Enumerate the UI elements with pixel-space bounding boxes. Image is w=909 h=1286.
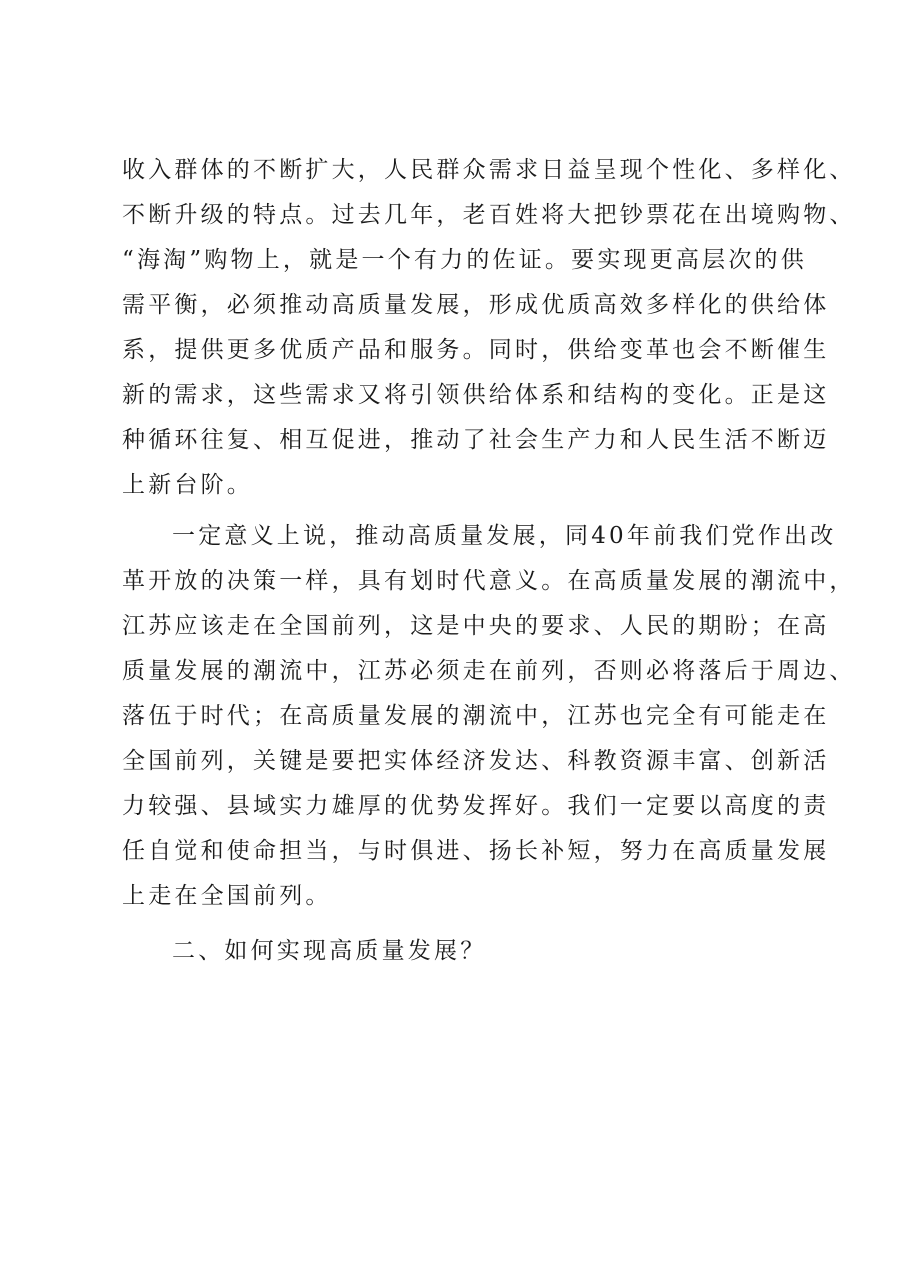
paragraph-1-line: 不断升级的特点。过去几年，老百姓将大把钞票花在出境购物、: [122, 202, 856, 228]
paragraph-1-line: 需平衡，必须推动高质量发展，形成优质高效多样化的供给体: [122, 292, 830, 318]
paragraph-2-line: 江苏应该走在全国前列，这是中央的要求、人民的期盼；在高: [122, 613, 830, 639]
paragraph-2-line: 上走在全国前列。: [122, 883, 332, 909]
paragraph-1: [122, 148, 856, 508]
paragraph-2-line: 落伍于时代；在高质量发展的潮流中，江苏也完全有可能走在: [122, 703, 830, 729]
paragraph-2-line: 全国前列，关键是要把实体经济发达、科教资源丰富、创新活: [122, 748, 830, 774]
document-body: [122, 148, 856, 974]
paragraph-2-line: 一定意义上说，推动高质量发展，同40年前我们党作出改: [172, 523, 837, 549]
paragraph-1-line: 上新台阶。: [122, 472, 253, 498]
paragraph-gap: [122, 919, 802, 929]
paragraph-1-line: 种循环往复、相互促进，推动了社会生产力和人民生活不断迈: [122, 427, 830, 453]
paragraph-2-line: 任自觉和使命担当，与时俱进、扬长补短，努力在高质量发展: [122, 838, 830, 864]
paragraph-2: [122, 514, 856, 919]
paragraph-1-line: 新的需求，这些需求又将引领供给体系和结构的变化。正是这: [122, 382, 830, 408]
paragraph-1-line: 系，提供更多优质产品和服务。同时，供给变革也会不断催生: [122, 337, 830, 363]
paragraph-1-line: “海淘”购物上，就是一个有力的佐证。要实现更高层次的供: [122, 247, 807, 273]
paragraph-2-line: 力较强、县域实力雄厚的优势发挥好。我们一定要以高度的责: [122, 793, 830, 819]
paragraph-1-line: 收入群体的不断扩大，人民群众需求日益呈现个性化、多样化、: [122, 157, 856, 183]
paragraph-2-line: 质量发展的潮流中，江苏必须走在前列，否则必将落后于周边、: [122, 658, 856, 684]
section-heading: 二、如何实现高质量发展？: [172, 938, 487, 964]
paragraph-2-line: 革开放的决策一样，具有划时代意义。在高质量发展的潮流中，: [122, 568, 856, 594]
